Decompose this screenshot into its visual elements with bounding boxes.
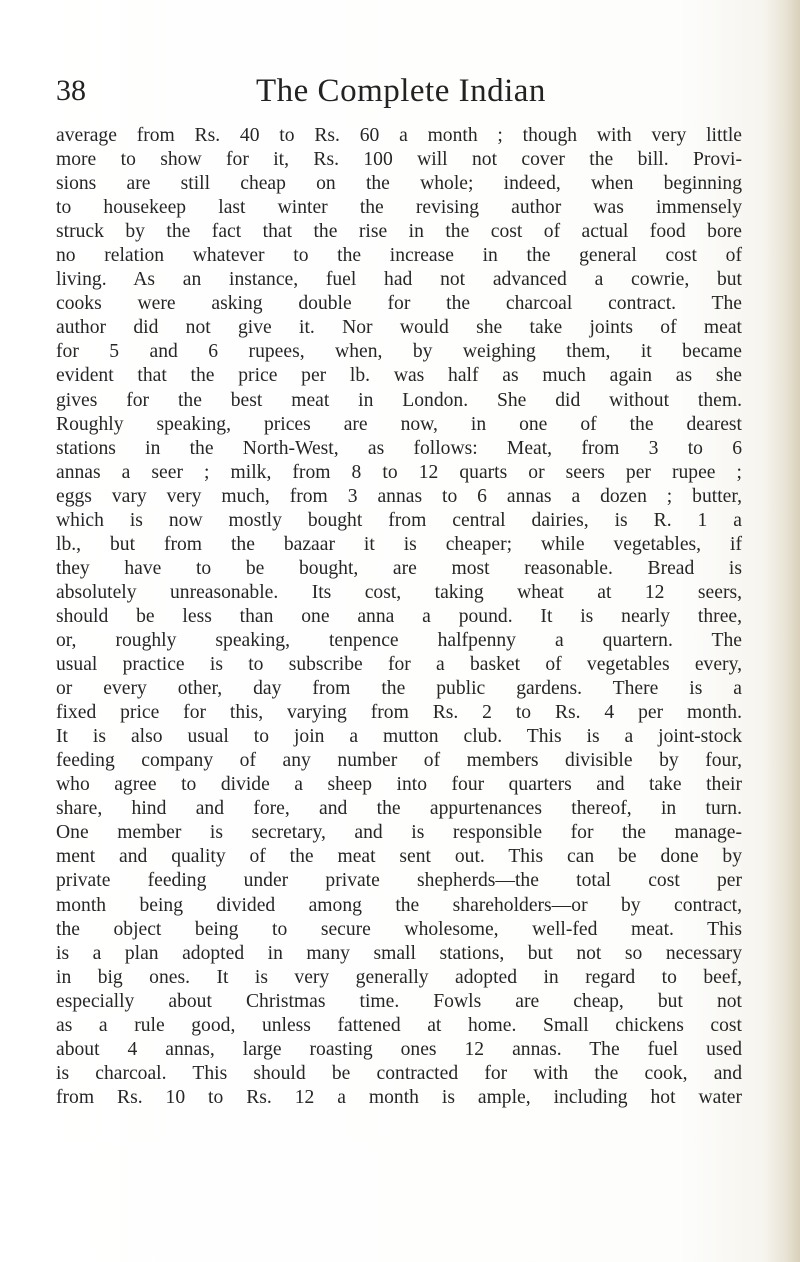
text-line: or, roughly speaking, tenpence halfpenny a quartern. The <box>56 629 742 651</box>
text-line: lb., but from the bazaar it is cheaper; while vegetables, if <box>56 533 742 555</box>
text-line: gives for the best meat in London. She did without them. <box>56 389 742 411</box>
text-line: annas a seer ; milk, from 8 to 12 quarts or seers per rupee ; <box>56 461 742 483</box>
text-line: or every other, day from the public gardens. There is a <box>56 678 742 700</box>
text-line: is a plan adopted in many small stations, but not so necessary <box>56 942 742 964</box>
text-line: from Rs. 10 to Rs. 12 a month is ample, including hot water <box>56 1086 742 1108</box>
body-text <box>56 124 742 1110</box>
text-line: fixed price for this, varying from Rs. 2 to Rs. 4 per month. <box>56 702 742 724</box>
text-line: It is also usual to join a mutton club. This is a joint-stock <box>56 726 742 748</box>
text-line: is charcoal. This should be contracted for with the cook, and <box>56 1062 742 1084</box>
text-line: no relation whatever to the increase in the general cost of <box>56 245 742 267</box>
text-line: should be less than one anna a pound. It is nearly three, <box>56 605 742 627</box>
text-line: ment and quality of the meat sent out. This can be done by <box>56 846 742 868</box>
text-line: especially about Christmas time. Fowls are cheap, but not <box>56 990 742 1012</box>
text-line: the object being to secure wholesome, well-fed meat. This <box>56 918 742 940</box>
text-line: absolutely unreasonable. Its cost, taking wheat at 12 seers, <box>56 581 742 603</box>
text-line: to housekeep last winter the revising author was immensely <box>56 197 742 219</box>
text-line: more to show for it, Rs. 100 will not cover the bill. Provi- <box>56 149 742 171</box>
text-line: who agree to divide a sheep into four quarters and take their <box>56 774 742 796</box>
text-line: about 4 annas, large roasting ones 12 annas. The fuel used <box>56 1038 742 1060</box>
text-line: month being divided among the shareholders—or by contract, <box>56 894 742 916</box>
text-line: One member is secretary, and is responsible for the manage- <box>56 822 742 844</box>
text-line: evident that the price per lb. was half as much again as she <box>56 365 742 387</box>
text-line: eggs vary very much, from 3 annas to 6 annas a dozen ; butter, <box>56 485 742 507</box>
page-header <box>56 74 756 114</box>
text-line: in big ones. It is very generally adopted in regard to beef, <box>56 966 742 988</box>
text-line: for 5 and 6 rupees, when, by weighing them, it became <box>56 341 742 363</box>
text-line: stations in the North-West, as follows: Meat, from 3 to 6 <box>56 437 742 459</box>
page-number: 38 <box>56 74 86 107</box>
text-line: living. As an instance, fuel had not advanced a cowrie, but <box>56 269 742 291</box>
page-edge-shading <box>762 0 800 1262</box>
text-line: cooks were asking double for the charcoal contract. The <box>56 293 742 315</box>
text-line: they have to be bought, are most reasonable. Bread is <box>56 557 742 579</box>
text-line: private feeding under private shepherds—the total cost per <box>56 870 742 892</box>
text-line: sions are still cheap on the whole; indeed, when beginning <box>56 173 742 195</box>
text-line: feeding company of any number of members divisible by four, <box>56 750 742 772</box>
text-line: Roughly speaking, prices are now, in one of the dearest <box>56 413 742 435</box>
running-head: The Complete Indian <box>256 73 546 109</box>
text-line: author did not give it. Nor would she take joints of meat <box>56 317 742 339</box>
text-line: average from Rs. 40 to Rs. 60 a month ; though with very little <box>56 125 742 146</box>
text-line: usual practice is to subscribe for a basket of vegetables every, <box>56 654 742 676</box>
text-line: as a rule good, unless fattened at home. Small chickens cost <box>56 1014 742 1036</box>
text-line: which is now mostly bought from central dairies, is R. 1 a <box>56 509 742 531</box>
text-line: share, hind and fore, and the appurtenances thereof, in turn. <box>56 798 742 820</box>
text-line: struck by the fact that the rise in the cost of actual food bore <box>56 221 742 243</box>
